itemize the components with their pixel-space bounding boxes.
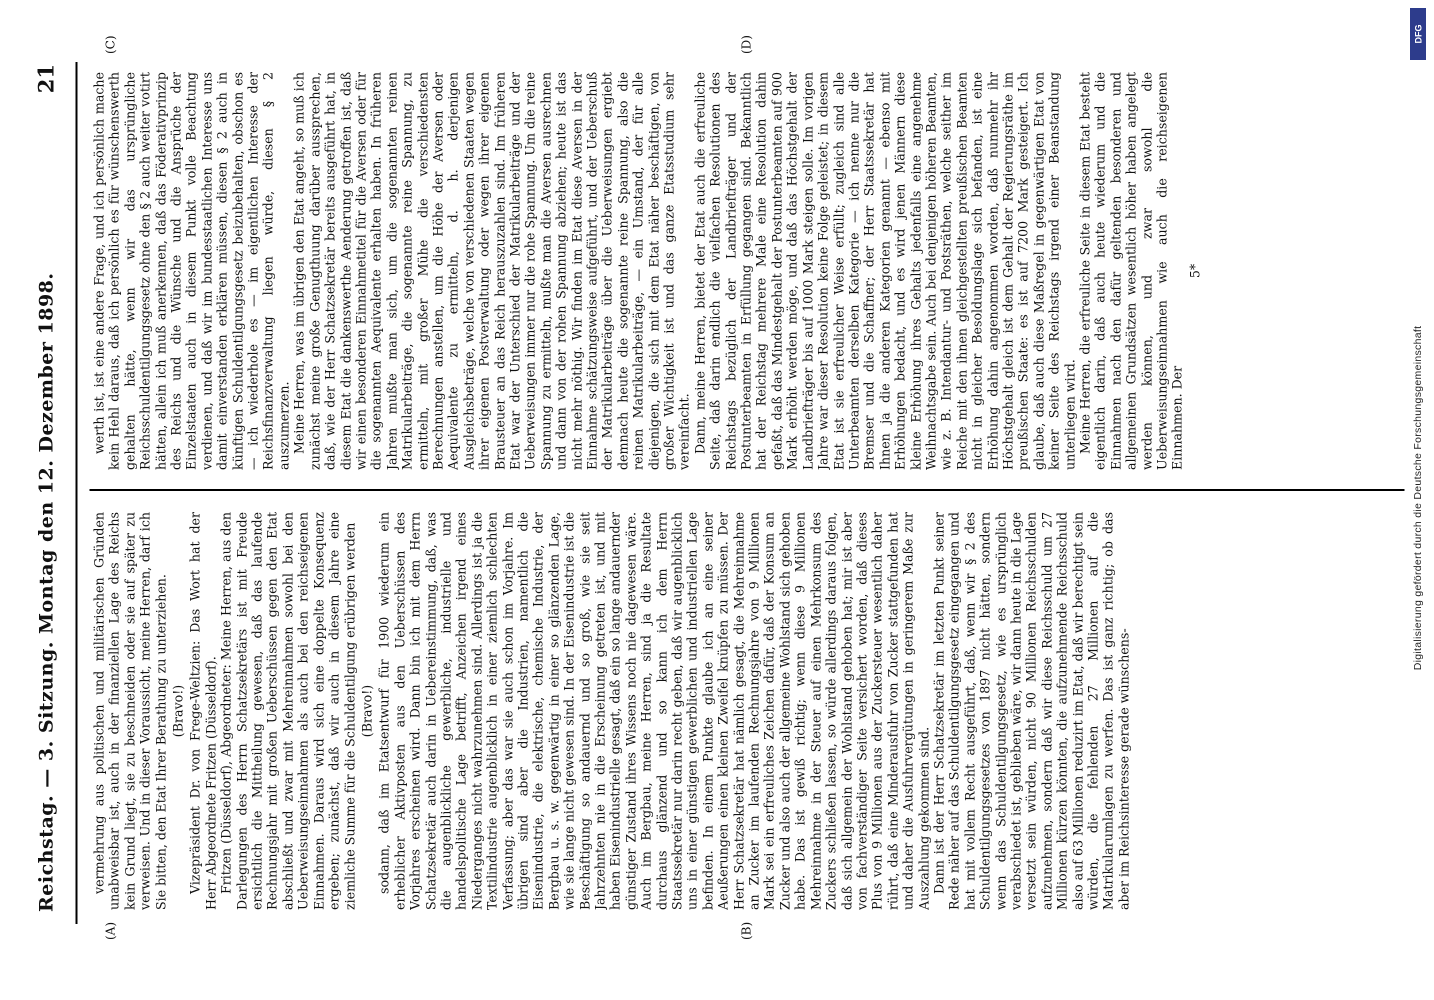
header-rule	[76, 62, 78, 924]
right-paragraph-4: Meine Herren, die erfreuliche Seite in diesem Etat besteht eigentlich darin, daß auch heute wiederum und die Einnahmen nach den dafür geltenden besonderen und allgemeinen Grundsätzen wesentlich höher haben angelegt werden können, und zwar sowohl die Ueberweisungseinnahmen wie auch die reichseigenen Einnahmen. Der	[1077, 72, 1185, 470]
applause-bravo-1: (Bravo!)	[170, 684, 186, 738]
left-paragraph-1: vermehrung aus politischen und militärischen Gründen unabweisbar ist, auch in der finanziellen Lage des Reichs kein Grund liegt, sie zu beschneiden oder sie auf später zu verweisen. Und in dieser Voraussicht, meine Herren, darf ich Sie bitten, den Etat Ihrer Berathung zu unterziehen.	[91, 512, 169, 910]
right-paragraph-3: Dann, meine Herren, bietet der Etat auch die erfreuliche Seite, daß darin endlich die vielfachen Resolutionen des Reichstags bezüglich der Landbriefträger und der Postunterbeamten in Erfüllung gegangen sind. Bekanntlich hat der Reichstag mehrere Male eine Resolution dahin gefaßt, daß das Mindestgehalt der Postunterbeamten auf 900 Mark erhöht werden möge, und daß das Höchstgehalt der Landbriefträger bis auf 1000 Mark steigen solle. Im vorigen Jahre war dieser Resolution keine Folge geleistet; in diesem Etat ist sie erfreulicher Weise erfüllt; zugleich sind alle Unterbeamten derselben Kategorie — ich nenne nur die Bremser und die Schaffner; der Herr Staatssekretär hat Ihnen ja die anderen Kategorien genannt — ebenso mit Erhöhungen bedacht, und es wird jenen Männern diese kleine Erhöhung ihres Gehalts jedenfalls eine angenehme Weihnachtsgabe sein. Auch bei denjenigen höheren Beamten, wie z. B. Intendantur- und Postsräthen, welche seither im Reiche mit den ihnen gleichgestellten preußischen Beamten nicht in gleicher Besoldungslage sich befanden, ist eine Erhöhung dahin angenommen worden, daß nunmehr ihr Höchstgehalt gleich ist dem Gehalt der Regierungsräthe im preußischen Staate: es ist auf 7200 Mark gesteigert. Ich glaube, daß auch diese Maßregel in gegenwärtigen Etat von keiner Seite des Reichstags irgend einer Beanstandung unterliegen wird.	[692, 72, 1078, 470]
right-column	[92, 72, 1404, 470]
margin-marker-a: (A)	[103, 921, 118, 940]
right-paragraph-1: werth ist, ist eine andere Frage, und ich persönlich mache kein Hehl daraus, daß ich persönlich es für wünschenswerth gehalten hätte, wenn wir das ursprüngliche Reichsschuldentilgungsgesetz ohne den § 2 auch weiter votirt hätten, allein ich muß anerkennen, daß das Föderativprinzip des Reichs und die Wünsche und die Ansprüche der Einzelstaaten auch in diesem Punkt volle Beachtung verdienen, und daß wir im bundesstaatlichen Interesse uns damit einverstanden erklären müssen, diesen § 2 auch in künftigen Schuldentilgungsgesetz beizubehalten, obschon es — ich wiederhole es — im eigentlichen Interesse der Reichsfinanzverwaltung liegen würde, diesen § 2 auszumerzen.	[91, 72, 292, 470]
left-paragraph-3: Fritzen (Düsseldorf), Abgeordneter: Meine Herren, aus den Darlegungen des Herrn Schatzsekretärs ist mit Freude ersichtlich die Mittheilung gewesen, daß das laufende Rechnungsjahr mit großen Ueberschüssen gegen den Etat abschließt und zwar mit Mehreinnahmen sowohl bei den Ueberweisungseinnahmen als auch bei den reichseigenen Einnahmen. Daraus wird sich eine doppelte Konsequenz ergeben; zunächst, daß wir auch in diesem Jahre eine ziemliche Summe für die Schuldentilgung erübrigen werden	[218, 512, 357, 910]
right-paragraph-2: Meine Herren, was im übrigen den Etat angeht, so muß ich zunächst meine große Genugthuung darüber aussprechen, daß, wie der Herr Schatzsekretär bereits ausgeführt hat, in diesem Etat die dankenswerthe Aenderung getroffen ist, daß wir einen besonderen Einnahmetitel für die Aversen oder für die sogenannten Aequivalente erhalten haben. In früheren Jahren mußte man sich, um die sogenannten reinen Matrikularbeiträge, die sogenannte reine Spannung, zu ermitteln, mit großer Mühe die verschiedensten Berechnungen anstellen, um die Höhe der Aversen oder Aequivalente zu ermitteln, d. h. derjenigen Ausgleichsbeträge, welche von verschiedenen Staaten wegen ihrer eigenen Postverwaltung oder wegen ihrer eigenen Brausteuer an das Reich herauszuzahlen sind. Im früheren Etat war der Unterschied der Matrikularbeiträge und der Ueberweisungen immer nur die rohe Spannung. Um die reine Spannung zu ermitteln, mußte man die Aversen ausrechnen und dann von der rohen Spannung abziehen; heute ist das nicht mehr nöthig. Wir finden im Etat diese Aversen in der Einnahme schätzungsweise aufgeführt, und der Ueberschuß der Matrikularbeiträge über die Ueberweisungen ergiebt demnach heute die sogenannte reine Spannung, also die reinen Matrikularbeiträge, — ein Umstand, der für alle diejenigen, die sich mit dem Etat näher beschäftigen, von großer Wichtigkeit ist und das ganze Etatsstudium sehr vereinfacht.	[291, 72, 692, 470]
digitization-credit	[1408, 8, 1428, 988]
margin-marker-d: (D)	[739, 35, 754, 54]
page-number: 21	[33, 64, 59, 94]
left-paragraph-5: Dann ist der Herr Schatzsekretär im letzten Punkt seiner Rede näher auf das Schuldentilgungsgesetz eingegangen und hat mit vollem Recht ausgeführt, daß, wenn wir § 2 des Schuldentilgungsgesetzes von 1897 nicht hätten, sondern wenn das Schuldentilgungsgesetz, wie es ursprünglich verabschiedet ist, geblieben wäre, wir dann heute in die Lage versetzt sein würden, nicht 90 Millionen Reichsschulden aufzunehmen, sondern daß wir diese Reichsschuld um 27 Millionen kürzen könnten, die aufzunehmende Reichsschuld also auf 63 Millionen reduzirt im Etat, daß wir berechtigt sein würden, die fehlenden 27 Millionen auf die Matrikularumlagen zu werfen. Das ist ganz richtig; ob das aber im Reichsinteresse gerade wünschens-	[931, 512, 1132, 910]
page-header	[32, 20, 70, 980]
page-title: Reichstag. — 3. Sitzung. Montag den 12. Dezember 1898.	[35, 272, 58, 912]
margin-marker-c: (C)	[103, 35, 118, 54]
left-paragraph-4: sodann, daß im Etatsentwurf für 1900 wiederum ein erheblicher Aktivposten aus den Ueberschüssen des Vorjahres erscheinen wird. Dann bin ich mit dem Herrn Schatzsekretär auch darin in Uebereinstimmung, daß, was die augenblickliche gewerbliche, industrielle und handelspolitische Lage betrifft, Anzeichen irgend eines Niederganges nicht wahrzunehmen sind. Allerdings ist ja die Textilindustrie augenblicklich in einer ziemlich schlechten Verfassung; aber das war sie auch schon im Vorjahre. Im übrigen sind aber die Industrien, namentlich die Eisenindustrie, die elektrische, chemische Industrie, der Bergbau u. s. w. gegenwärtig in einer so glänzenden Lage, wie sie lange nicht gewesen sind. In der Eisenindustrie ist die Beschäftigung so andauernd und so groß, wie sie seit Jahrzehnten nie in die Erscheinung getreten ist, und mit haben Eisenindustrielle gesagt, daß ein so lange andauernder günstiger Zustand ihres Wissens noch nie dagewesen wäre. Auch im Bergbau, meine Herren, sind ja die Resultate durchaus glänzend und so kann ich dem Herrn Staatssekretär nur darin recht geben, daß wir augenblicklich uns in einer günstigen gewerblichen und industriellen Lage befinden. In einem Punkte glaube ich an eine seiner Aeußerungen einen kleinen Zweifel knüpfen zu müssen. Der Herr Schatzsekretär hat nämlich gesagt, die Mehreinnahme an Zucker im laufenden Rechnungsjahre von 9 Millionen Mark sei ein erfreuliches Zeichen dafür, daß der Konsum an Zucker und also auch der allgemeine Wohlstand sich gehoben habe. Das ist gewiß richtig; wenn diese 9 Millionen Mehreinnahme in der Steuer auf einen Mehrkonsum des Zuckers schließen lassen, so würde allerdings daraus folgen, daß sich allgemein der Wohlstand gehoben hat; mir ist aber von fachverständiger Seite versichert worden, daß dieses Plus von 9 Millionen aus der Zuckersteuer wesentlich daher rührt, daß eine Minderausfuhr von Zucker stattgefunden hat und daher die Ausfuhrvergütungen in geringerem Maße zur Auszahlung gekommen sind.	[376, 512, 932, 910]
rotated-sheet	[20, 20, 1415, 980]
left-paragraph-2: Vizepräsident Dr. von Frege-Weltzien: Das Wort hat der Herr Abgeordnete Fritzen (Düsseldorf).	[187, 512, 219, 910]
dfg-logo: DFG	[1410, 8, 1426, 60]
digitization-credit-text: Digitalisierung gefördert durch die Deutsche Forschungsgemeinschaft	[1412, 325, 1424, 671]
left-column	[92, 512, 1404, 910]
margin-marker-b: (B)	[739, 921, 754, 940]
sheet-signature: 5*	[1187, 263, 1203, 279]
applause-bravo-2: (Bravo!)	[359, 684, 375, 738]
column-divider	[90, 489, 1405, 491]
